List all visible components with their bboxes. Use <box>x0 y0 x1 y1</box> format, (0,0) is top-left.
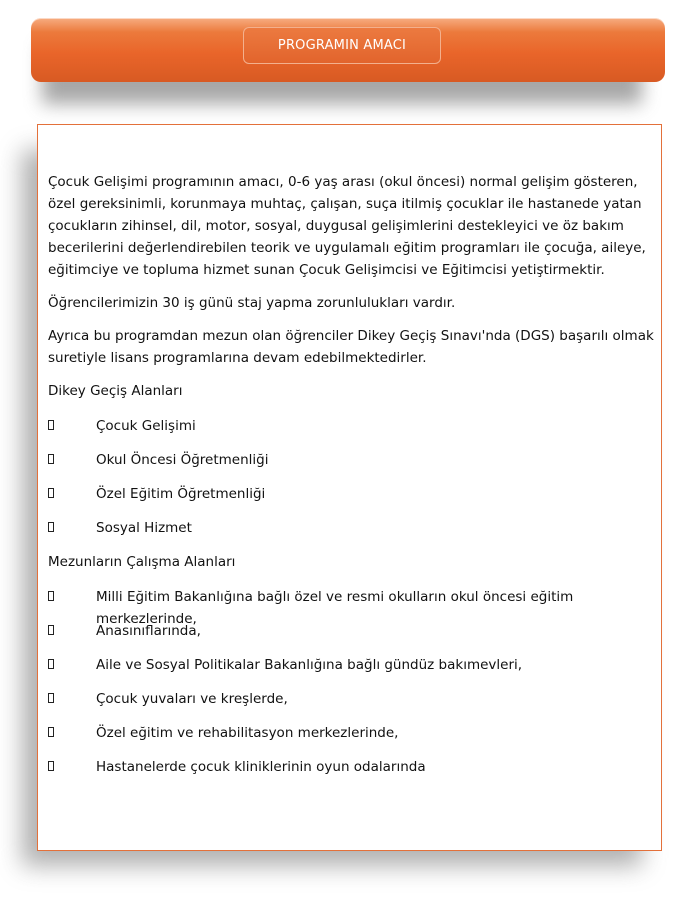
bullet-icon <box>48 722 96 744</box>
dgs-paragraph: Ayrıca bu programdan mezun olan öğrenciler Dikey Geçiş Sınavı'nda (DGS) başarılı olmak suretiyle lisans programlarına devam edebilmektedirler. <box>48 328 654 366</box>
dgs-heading: Dikey Geçiş Alanları <box>48 383 183 399</box>
bullet-icon <box>48 756 96 778</box>
list-item <box>48 517 654 539</box>
list-item-text: Aile ve Sosyal Politikalar Bakanlığına bağlı gündüz bakımevleri, <box>96 657 523 673</box>
list-item <box>48 688 654 710</box>
bullet-icon <box>48 688 96 710</box>
list-item-text: Özel eğitim ve rehabilitasyon merkezlerinde, <box>96 725 399 741</box>
bullet-icon <box>48 415 96 437</box>
bullet-icon <box>48 654 96 676</box>
list-item <box>48 620 654 642</box>
list-item <box>48 586 654 627</box>
bullet-icon <box>48 620 96 642</box>
work-list <box>48 586 654 778</box>
list-item-text: Hastanelerde çocuk kliniklerinin oyun odalarında <box>96 759 426 775</box>
internship-paragraph: Öğrencilerimizin 30 iş günü staj yapma zorunlulukları vardır. <box>48 295 456 311</box>
bullet-icon <box>48 586 96 608</box>
list-item-text: Çocuk yuvaları ve kreşlerde, <box>96 691 288 707</box>
bullet-icon <box>48 483 96 505</box>
list-item-text: Çocuk Gelişimi <box>96 418 196 434</box>
page-title: PROGRAMIN AMACI <box>243 27 441 64</box>
bullet-icon <box>48 517 96 539</box>
intro-paragraph: Çocuk Gelişimi programının amacı, 0-6 yaş arası (okul öncesi) normal gelişim gösteren, özel gereksinimli, korunmaya muhtaç, çalışan, suça itilmiş çocuklar ile hastanede yatan çocukların zihinsel, dil, motor, sosyal, duygusal gelişimlerini destekleyici ve öz bakım becerilerini değerlendirebilen teorik ve uygulamalı eğitim programları ile çocuğa, aileye, eğitimciye ve topluma hizmet sunan Çocuk Gelişimcisi ve Eğitimcisi yetiştirmektir. <box>48 174 646 278</box>
list-item <box>48 756 654 778</box>
list-item-text: Sosyal Hizmet <box>96 520 192 536</box>
list-item <box>48 415 654 437</box>
bullet-icon <box>48 449 96 471</box>
content-body <box>48 171 654 790</box>
list-item-text: Milli Eğitim Bakanlığına bağlı özel ve resmi okulların okul öncesi eğitim merkezlerinde, <box>96 589 574 627</box>
list-item-text: Okul Öncesi Öğretmenliği <box>96 452 269 468</box>
list-item <box>48 483 654 505</box>
list-item <box>48 449 654 471</box>
list-item-text: Özel Eğitim Öğretmenliği <box>96 486 266 502</box>
list-item <box>48 654 654 676</box>
work-heading: Mezunların Çalışma Alanları <box>48 554 236 570</box>
list-item-text: Anasınıflarında, <box>96 623 201 639</box>
dgs-list <box>48 415 654 539</box>
list-item <box>48 722 654 744</box>
